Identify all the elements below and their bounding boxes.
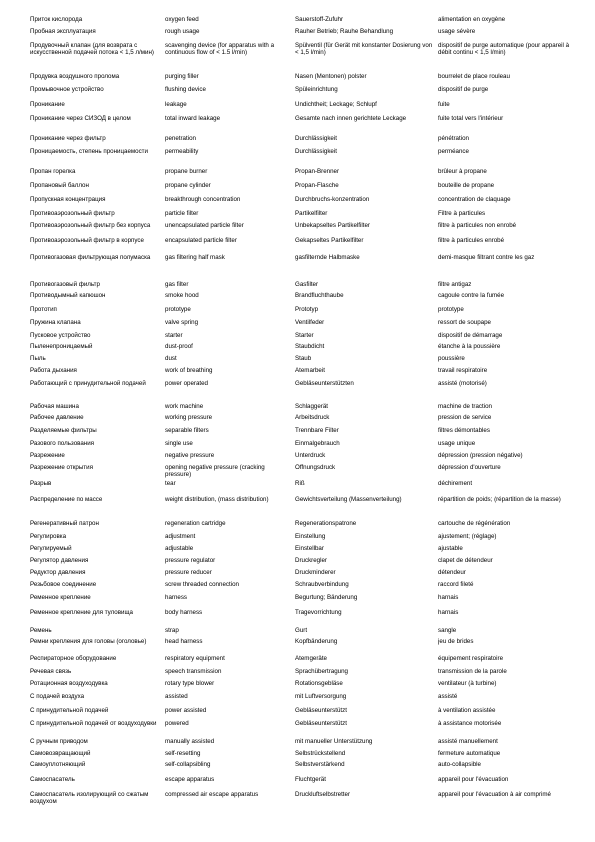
table-row (30, 440, 580, 447)
table-row (30, 86, 580, 93)
table-row (30, 210, 580, 217)
term-de: Trennbare Filter (295, 427, 339, 434)
term-de: Schlaggerät (295, 403, 329, 410)
term-ru: Самовозвращающий (30, 750, 91, 757)
term-fr: bouteille de propane (438, 182, 495, 189)
term-fr: filtres démontables (438, 427, 490, 434)
term-ru: Ремень (30, 627, 52, 634)
term-de: Staub (295, 355, 312, 362)
term-fr: assisté manuellement (438, 738, 498, 745)
term-en: power assisted (165, 707, 207, 714)
term-ru: Ремни крепления для головы (оголовье) (30, 638, 147, 645)
term-fr: clapet de détendeur (438, 557, 493, 564)
table-row (30, 594, 580, 601)
term-fr: filtre antigaz (438, 281, 472, 288)
term-en: smoke hood (165, 292, 199, 299)
term-fr: ajustement; (réglage) (438, 533, 497, 540)
term-ru: Промывочное устройство (30, 86, 104, 93)
term-ru: Пружина клапана (30, 319, 81, 326)
term-en: encapsulated particle filter (165, 237, 237, 244)
term-de: Gebläseunterstützt (295, 707, 347, 714)
term-de: Kopfbänderung (295, 638, 338, 645)
term-fr: à assistance motorisée (438, 720, 502, 727)
term-fr: auto-collapsible (438, 761, 481, 768)
table-row (30, 609, 580, 616)
term-fr: machine de traction (438, 403, 492, 410)
term-en: rough usage (165, 28, 200, 35)
term-de: Staubdicht (295, 343, 325, 350)
table-row (30, 115, 580, 122)
term-ru: Проникание через СИЗОД в целом (30, 115, 131, 122)
term-de: Fluchtgerät (295, 776, 326, 783)
table-row (30, 627, 580, 634)
term-ru: Разрежение (30, 452, 65, 459)
term-en: gas filter (165, 281, 189, 288)
table-row (30, 569, 580, 576)
term-en: manually assisted (165, 738, 215, 745)
term-en: total inward leakage (165, 115, 221, 122)
term-de: Spüleinrichtung (295, 86, 338, 93)
term-ru: Ременное крепление (30, 594, 91, 601)
term-fr: équipement respiratoire (438, 655, 504, 662)
term-fr: assisté (438, 693, 458, 700)
term-en: powered (165, 720, 189, 727)
term-en: compressed air escape apparatus (165, 791, 259, 798)
term-en: flushing device (165, 86, 206, 93)
term-fr: ventilateur (à turbine) (438, 680, 497, 687)
term-de: Gebläseunterstützten (295, 380, 354, 387)
term-ru: Проницаемость, степень проницаемости (30, 148, 148, 155)
term-en: self-collapsibling (165, 761, 211, 768)
term-ru: Противоаэрозольный фильтр без корпуса (30, 222, 151, 229)
term-de: Propan-Flasche (295, 182, 339, 189)
term-de: Durchbruchs-konzentration (295, 196, 370, 203)
term-ru: Ременное крепление для туловища (30, 609, 133, 616)
term-fr: répartition de poids; (répartition de la masse) (438, 496, 561, 503)
table-row (30, 520, 580, 527)
term-en: weight distribution, (mass distribution) (165, 496, 269, 503)
table-row (30, 557, 580, 564)
term-de: Begurtung; Bänderung (295, 594, 358, 601)
term-fr: appareil pour l'évacuation à air comprimé (438, 791, 551, 798)
term-ru: Респираторное оборудование (30, 655, 117, 662)
term-fr: pénétration (438, 135, 469, 142)
term-de: Druckluftselbstretter (295, 791, 351, 798)
term-fr: harnais (438, 594, 459, 601)
term-ru: Пусковое устройство (30, 332, 91, 339)
term-en: regeneration cartridge (165, 520, 226, 527)
table-row (30, 28, 580, 35)
term-de: Nasen (Mentonen) polster (295, 73, 367, 80)
term-fr: concentration de claquage (438, 196, 511, 203)
table-row (30, 480, 580, 487)
term-de: Partikelfilter (295, 210, 328, 217)
term-en: adjustment (165, 533, 196, 540)
term-en: assisted (165, 693, 188, 700)
term-en: adjustable (165, 545, 194, 552)
term-fr: perméance (438, 148, 469, 155)
table-row (30, 414, 580, 421)
term-fr: déchirement (438, 480, 473, 487)
table-row (30, 496, 580, 503)
term-de: Riß (295, 480, 305, 487)
term-de: Durchlässigkeit (295, 135, 337, 142)
term-en: purging filler (165, 73, 199, 80)
term-fr: prototype (438, 306, 464, 313)
term-de: Selbstrückstellend (295, 750, 346, 757)
term-en: working pressure (165, 414, 213, 421)
term-ru: Работа дыхания (30, 367, 77, 374)
term-en: body harness (165, 609, 203, 616)
term-fr: dispositif de démarrage (438, 332, 503, 339)
table-row (30, 655, 580, 662)
term-ru: Пыленепроницаемый (30, 343, 93, 350)
term-en: gas filtering half mask (165, 254, 225, 261)
term-en: dust (165, 355, 177, 362)
term-ru: Рабочее давление (30, 414, 84, 421)
term-de: Regenerationspatrone (295, 520, 357, 527)
table-row (30, 707, 580, 714)
term-fr: jeu de brides (438, 638, 474, 645)
term-en: respiratory equipment (165, 655, 225, 662)
table-row (30, 16, 580, 23)
term-ru: Пропан горелка (30, 168, 76, 175)
table-row (30, 168, 580, 175)
term-fr: filtre à particules enrobé (438, 237, 505, 244)
term-de: Atemgeräte (295, 655, 327, 662)
table-row (30, 750, 580, 757)
term-de: Einstellung (295, 533, 326, 540)
term-en: particle filter (165, 210, 199, 217)
table-row (30, 380, 580, 387)
term-en: permeability (165, 148, 199, 155)
term-fr: demi-masque filtrant contre les gaz (438, 254, 535, 261)
term-fr: Filtre à particules (438, 210, 486, 217)
term-en: valve spring (165, 319, 199, 326)
table-row (30, 292, 580, 299)
term-en: breakthrough concentration (165, 196, 241, 203)
term-ru: Редуктор давления (30, 569, 86, 576)
term-de: Sauerstoff-Zufuhr (295, 16, 344, 23)
term-en: starter (165, 332, 183, 339)
table-row (30, 693, 580, 700)
term-de: Brandfluchthaube (295, 292, 344, 299)
term-en: negative pressure (165, 452, 215, 459)
term-en: speech transmission (165, 668, 222, 675)
term-fr: cagoule contre la fumée (438, 292, 505, 299)
term-fr: fuite total vers l'intérieur (438, 115, 504, 122)
term-ru: Ротационная воздуходувка (30, 680, 108, 687)
term-ru: Проникание (30, 101, 65, 108)
term-de: Tragevorrichtung (295, 609, 342, 616)
table-row (30, 427, 580, 434)
table-row (30, 343, 580, 350)
term-de: Einmalgebrauch (295, 440, 340, 447)
term-en: propane burner (165, 168, 208, 175)
term-ru: С принудительной подачей (30, 707, 109, 714)
term-en: harness (165, 594, 188, 601)
term-ru: Речевая связь (30, 668, 72, 675)
table-row (30, 237, 580, 244)
table-row (30, 791, 580, 805)
term-en: escape apparatus (165, 776, 215, 783)
term-ru: Пропановый баллон (30, 182, 89, 189)
term-ru: Противогазовый фильтр (30, 281, 100, 288)
term-ru: Рабочая машина (30, 403, 79, 410)
term-ru: Регулятор давления (30, 557, 89, 564)
table-row (30, 319, 580, 326)
term-fr: dispositif de purge (438, 86, 489, 93)
term-ru: Разрыв (30, 480, 52, 487)
term-ru: Приток кислорода (30, 16, 83, 23)
term-de: Gewichtsverteilung (Massenverteilung) (295, 496, 402, 503)
term-fr: transmission de la parole (438, 668, 507, 675)
table-row (30, 581, 580, 588)
term-ru: Регулировка (30, 533, 67, 540)
term-de: Gesamte nach innen gerichtete Leckage (295, 115, 407, 122)
term-de: mit manueller Unterstützung (295, 738, 373, 745)
term-de: mit Luftversorgung (295, 693, 347, 700)
term-de: Propan-Brenner (295, 168, 340, 175)
term-de: Starter (295, 332, 314, 339)
term-en: self-resetting (165, 750, 201, 757)
term-en: work machine (165, 403, 204, 410)
term-ru: Работающий с принудительной подачей (30, 380, 146, 387)
term-ru: Противоаэрозольный фильтр в корпусе (30, 237, 144, 244)
table-row (30, 42, 580, 56)
term-ru: Пробная эксплуатация (30, 28, 96, 35)
table-row (30, 101, 580, 108)
term-fr: bourrelet de place rouleau (438, 73, 510, 80)
term-en: single use (165, 440, 193, 447)
table-row (30, 761, 580, 768)
term-en: separable filters (165, 427, 209, 434)
table-row (30, 148, 580, 155)
term-ru: Регулируемый (30, 545, 72, 552)
term-de: Gurt (295, 627, 308, 634)
table-row (30, 452, 580, 459)
term-en: tear (165, 480, 176, 487)
term-ru: Самоуплотняющий (30, 761, 86, 768)
term-de: Selbstverstärkend (295, 761, 345, 768)
term-en: unencapsulated particle filter (165, 222, 244, 229)
table-row (30, 254, 580, 261)
table-row (30, 135, 580, 142)
term-fr: à ventilation assistée (438, 707, 496, 714)
term-ru: С подачей воздуха (30, 693, 85, 700)
table-row (30, 355, 580, 362)
table-row (30, 332, 580, 339)
term-de: Gekapseltes Partikelfilter (295, 237, 364, 244)
term-de: Spülventil (für Gerät mit konstanter Dosierung von < 1,5 l/min) (295, 42, 433, 57)
term-de: Öffnungsdruck (295, 464, 336, 471)
term-fr: filtre à particules non enrobé (438, 222, 517, 229)
term-ru: Пыль (30, 355, 46, 362)
term-en: prototype (165, 306, 191, 313)
table-row (30, 196, 580, 203)
term-fr: raccord fileté (438, 581, 474, 588)
table-row (30, 533, 580, 540)
table-row (30, 545, 580, 552)
term-fr: cartouche de régénération (438, 520, 511, 527)
term-de: Atemarbeit (295, 367, 325, 374)
term-en: power operated (165, 380, 208, 387)
term-fr: brûleur à propane (438, 168, 487, 175)
term-fr: fermeture automatique (438, 750, 501, 757)
term-en: leakage (165, 101, 187, 108)
term-en: pressure regulator (165, 557, 216, 564)
term-ru: Распределение по массе (30, 496, 103, 503)
term-fr: ajustable (438, 545, 463, 552)
term-de: Durchlässigkeit (295, 148, 337, 155)
term-de: Ventilfeder (295, 319, 325, 326)
term-de: Unterdruck (295, 452, 326, 459)
table-row (30, 738, 580, 745)
table-row (30, 638, 580, 645)
table-row (30, 306, 580, 313)
table-row (30, 182, 580, 189)
term-ru: Противодымный капюшон (30, 292, 106, 299)
term-ru: Резьбовое соединение (30, 581, 97, 588)
table-row (30, 776, 580, 783)
term-ru: Продувочный клапан (для возврата с искусственной подачей потока < 1,5 л/мин) (30, 42, 154, 57)
table-row (30, 403, 580, 410)
term-fr: usage unique (438, 440, 476, 447)
term-ru: Регенеративный патрон (30, 520, 99, 527)
term-de: Gasfilter (295, 281, 319, 288)
term-fr: assisté (motorisé) (438, 380, 487, 387)
term-de: gasfilternde Halbmaske (295, 254, 360, 261)
term-de: Gebläseunterstützt (295, 720, 347, 727)
term-ru: Разового пользования (30, 440, 95, 447)
term-en: rotary type blower (165, 680, 215, 687)
term-ru: Разделяемые фильтры (30, 427, 97, 434)
table-row (30, 367, 580, 374)
term-fr: étanche à la poussière (438, 343, 501, 350)
term-en: pressure reducer (165, 569, 212, 576)
term-ru: Проникание через фильтр (30, 135, 106, 142)
term-fr: fuite (438, 101, 450, 108)
table-row (30, 222, 580, 229)
term-ru: Противогазовая фильтрующая полумаска (30, 254, 151, 261)
term-fr: dispositif de purge automatique (pour appareil à débit continu < 1,5 l/min) (438, 42, 570, 57)
term-en: propane cylinder (165, 182, 211, 189)
term-ru: Пропускная концентрация (30, 196, 106, 203)
term-fr: dépression (pression négative) (438, 452, 523, 459)
term-fr: harnais (438, 609, 459, 616)
term-de: Einstellbar (295, 545, 324, 552)
term-de: Unbekapseltes Partikelfilter (295, 222, 370, 229)
term-en: strap (165, 627, 179, 634)
table-row (30, 680, 580, 687)
term-en: opening negative pressure (cracking pressure) (165, 464, 265, 479)
term-ru: Прототип (30, 306, 57, 313)
term-fr: poussière (438, 355, 465, 362)
term-fr: sangle (438, 627, 457, 634)
term-ru: Продувка воздушного пролома (30, 73, 120, 80)
term-en: dust-proof (165, 343, 193, 350)
term-en: head harness (165, 638, 203, 645)
term-en: penetration (165, 135, 196, 142)
term-en: oxygen feed (165, 16, 199, 23)
term-ru: Разрежение открытия (30, 464, 93, 471)
table-row (30, 720, 580, 727)
term-en: work of breathing (165, 367, 213, 374)
term-fr: usage sévère (438, 28, 476, 35)
term-en: scavenging device (for apparatus with a continuous flow of < 1.5 l/min) (165, 42, 275, 57)
term-fr: ressort de soupape (438, 319, 491, 326)
term-de: Prototyp (295, 306, 319, 313)
term-de: Arbeitsdruck (295, 414, 330, 421)
term-en: screw threaded connection (165, 581, 239, 588)
term-fr: alimentation en oxygène (438, 16, 506, 23)
table-row (30, 668, 580, 675)
term-ru: Самоспасатель изолирующий со сжатым воздухом (30, 791, 149, 806)
term-ru: Самоспасатель (30, 776, 75, 783)
table-row (30, 73, 580, 80)
term-fr: pression de service (438, 414, 492, 421)
term-de: Druckregler (295, 557, 327, 564)
term-ru: Противоаэрозольный фильтр (30, 210, 115, 217)
term-fr: travail respiratoire (438, 367, 488, 374)
term-fr: détendeur (438, 569, 466, 576)
term-de: Rotationsgebläse (295, 680, 343, 687)
term-fr: appareil pour l'évacuation (438, 776, 509, 783)
term-de: Druckminderer (295, 569, 336, 576)
term-fr: dépression d'ouverture (438, 464, 501, 471)
term-ru: С принудительной подачей от воздуходувки (30, 720, 157, 727)
term-ru: С ручным приводом (30, 738, 88, 745)
term-de: Schraubverbindung (295, 581, 349, 588)
term-de: Undichtheit; Leckage; Schlupf (295, 101, 377, 108)
term-de: Rauher Betrieb; Rauhe Behandlung (295, 28, 394, 35)
table-row (30, 281, 580, 288)
table-row (30, 464, 580, 478)
term-de: Sprachübertragung (295, 668, 348, 675)
